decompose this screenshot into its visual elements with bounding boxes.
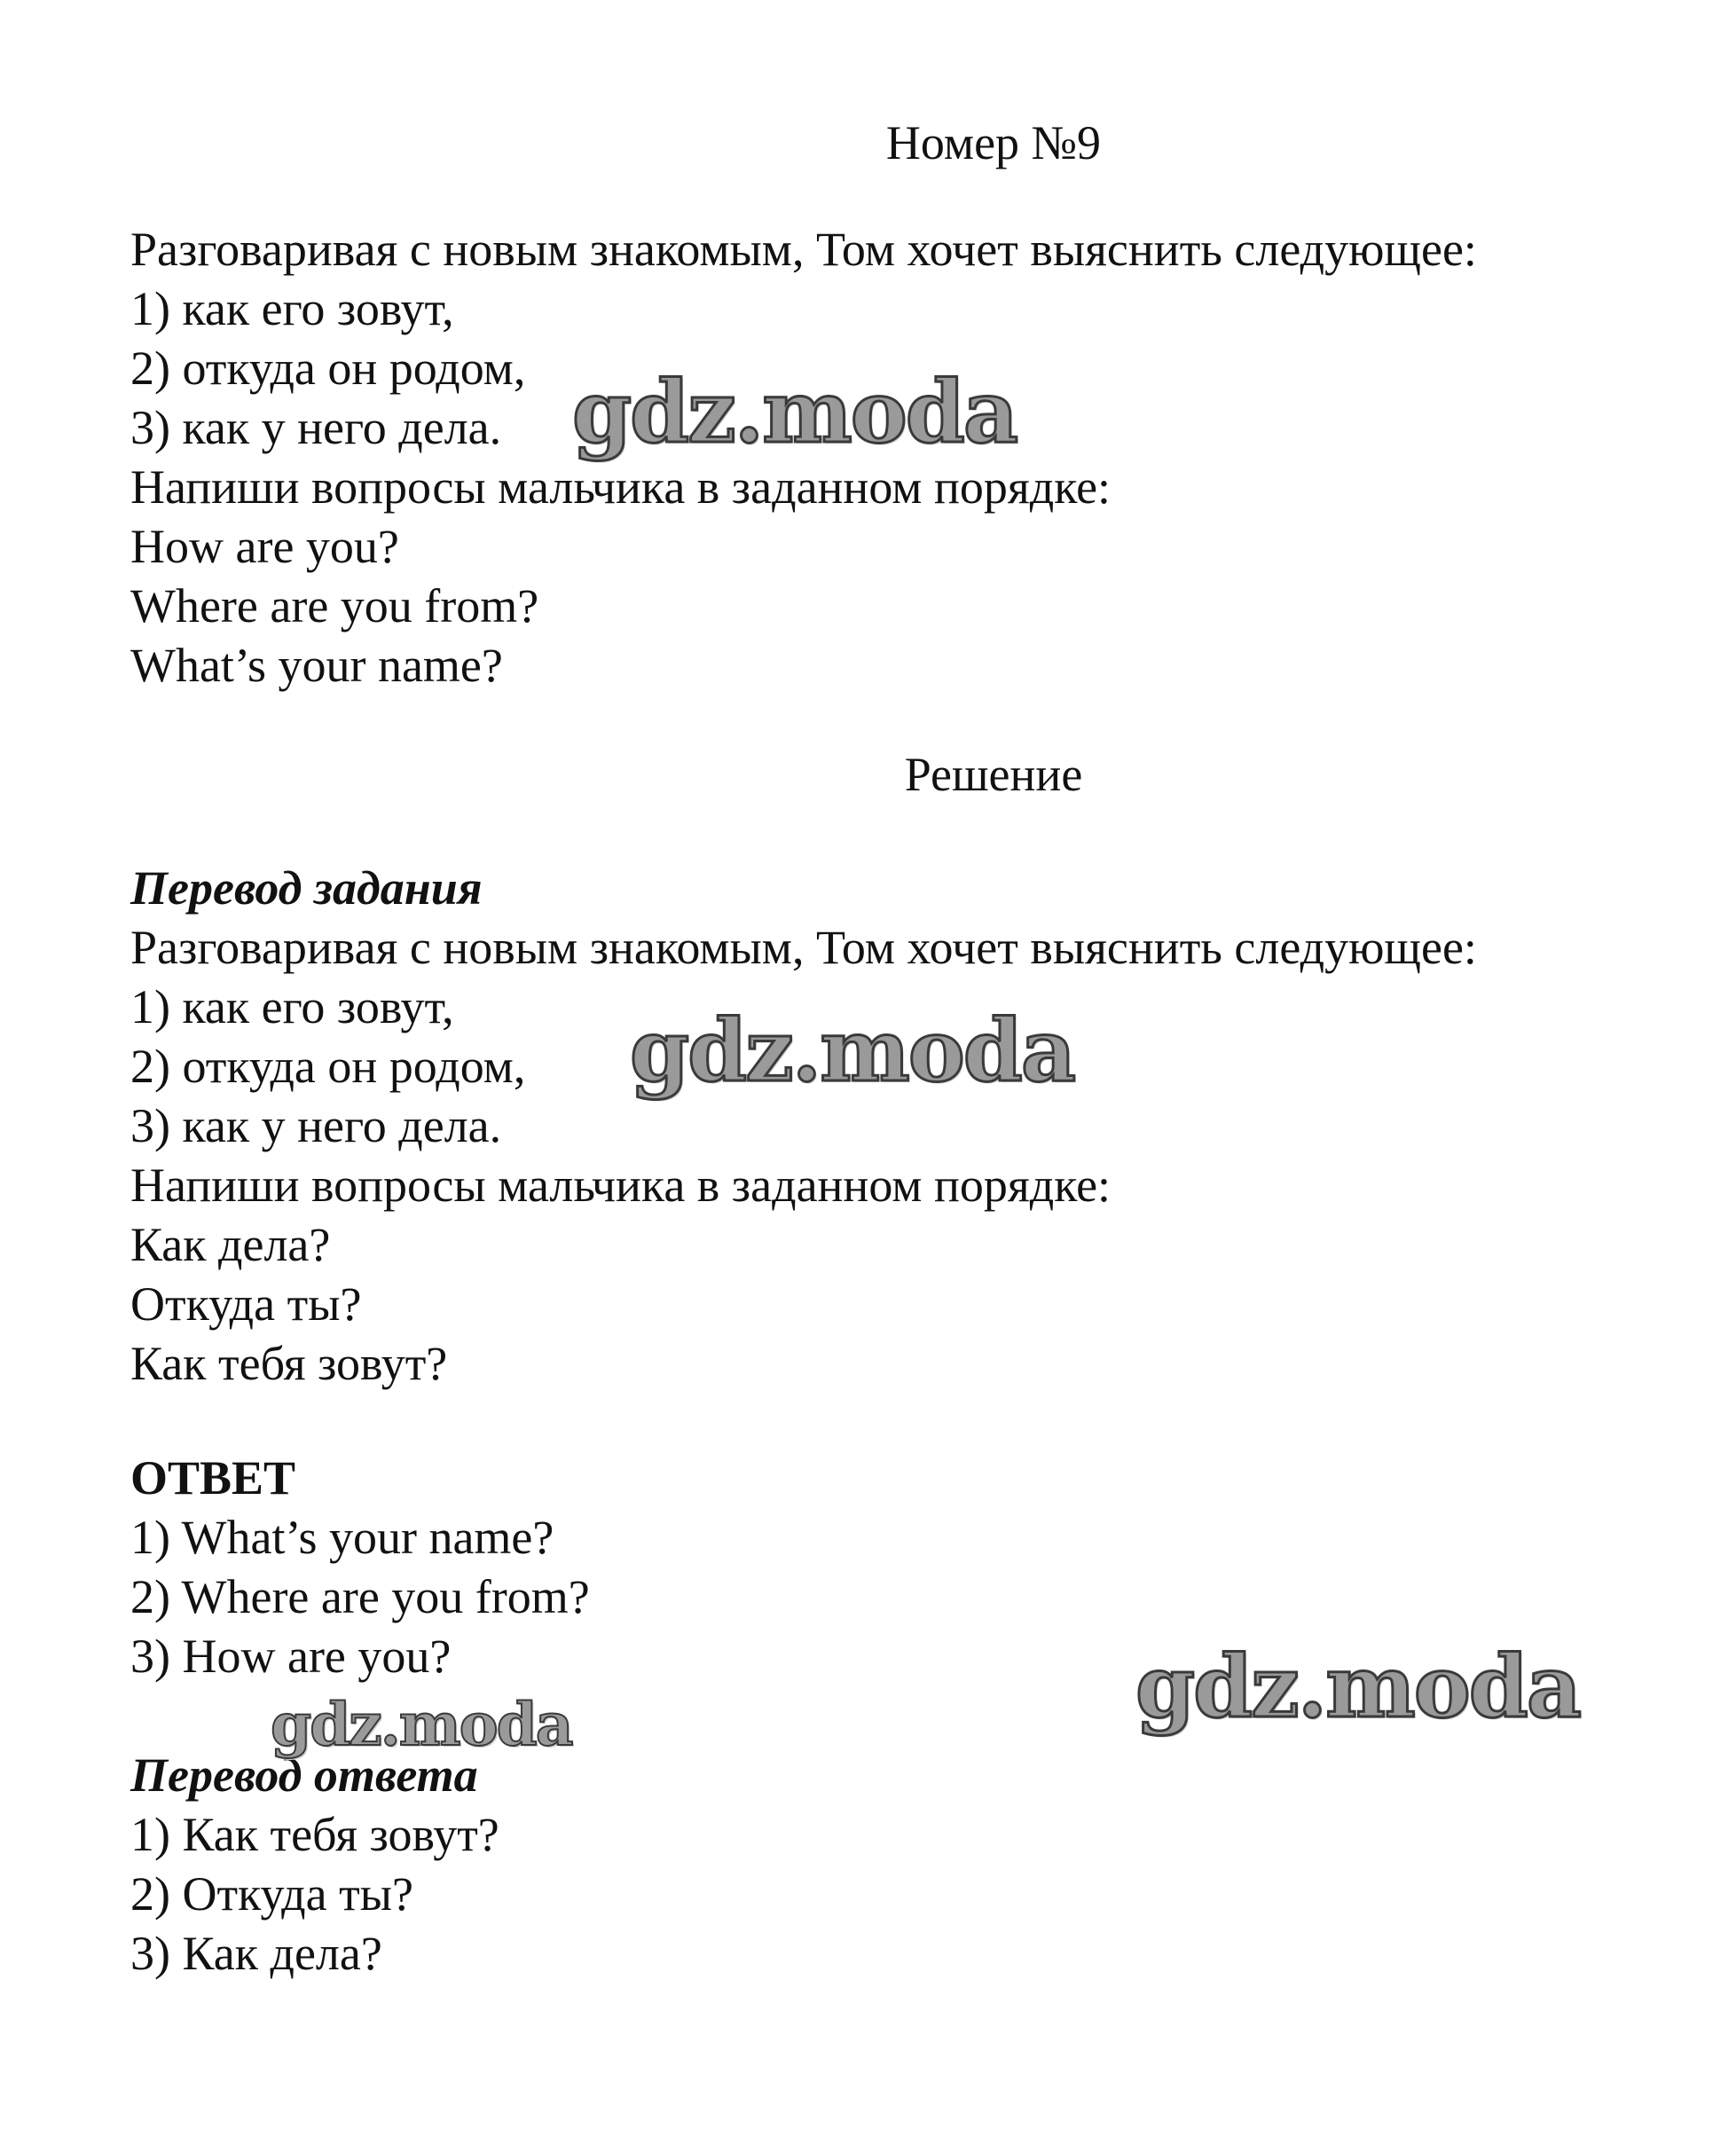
- page-title: Номер №9: [885, 116, 1102, 169]
- watermark-logo: gdz.moda: [1135, 1637, 1581, 1737]
- translation-line-4: 3) как у него дела.: [130, 1099, 502, 1152]
- translation-line-2: 1) как его зовут,: [130, 980, 454, 1033]
- answer-line-2: 2) Where are you from?: [130, 1570, 590, 1623]
- answer-line-1: 1) What’s your name?: [130, 1511, 554, 1564]
- task-line-4: 3) как у него дела.: [130, 401, 502, 454]
- watermark-logo: gdz.moda: [271, 1690, 572, 1759]
- translation-line-1: Разговаривая с новым знакомым, Том хочет выяснить следующее:: [130, 921, 1477, 974]
- answer-heading: ОТВЕТ: [130, 1451, 296, 1504]
- task-line-6: How are you?: [130, 520, 399, 573]
- solution-heading: Решение: [904, 748, 1083, 801]
- task-line-8: What’s your name?: [130, 639, 503, 692]
- translation-line-7: Откуда ты?: [130, 1277, 362, 1331]
- task-line-1: Разговаривая с новым знакомым, Том хочет выяснить следующее:: [130, 223, 1477, 276]
- task-line-7: Where are you from?: [130, 579, 539, 632]
- translation-heading: Перевод задания: [130, 861, 483, 915]
- answer-translation-heading: Перевод ответа: [130, 1748, 478, 1802]
- task-line-5: Напиши вопросы мальчика в заданном порядке:: [130, 460, 1112, 514]
- translation-line-3: 2) откуда он родом,: [130, 1040, 526, 1093]
- translation-line-5: Напиши вопросы мальчика в заданном порядке:: [130, 1159, 1112, 1212]
- answer-translation-line-3: 3) Как дела?: [130, 1927, 382, 1980]
- watermark-logo: gdz.moda: [572, 362, 1017, 462]
- answer-line-3: 3) How are you?: [130, 1630, 452, 1683]
- answer-translation-line-2: 2) Откуда ты?: [130, 1867, 413, 1921]
- task-line-3: 2) откуда он родом,: [130, 342, 526, 395]
- watermark-logo: gdz.moda: [630, 1001, 1075, 1101]
- translation-line-6: Как дела?: [130, 1218, 331, 1271]
- answer-translation-line-1: 1) Как тебя зовут?: [130, 1808, 499, 1861]
- translation-line-8: Как тебя зовут?: [130, 1337, 448, 1390]
- task-line-2: 1) как его зовут,: [130, 282, 454, 335]
